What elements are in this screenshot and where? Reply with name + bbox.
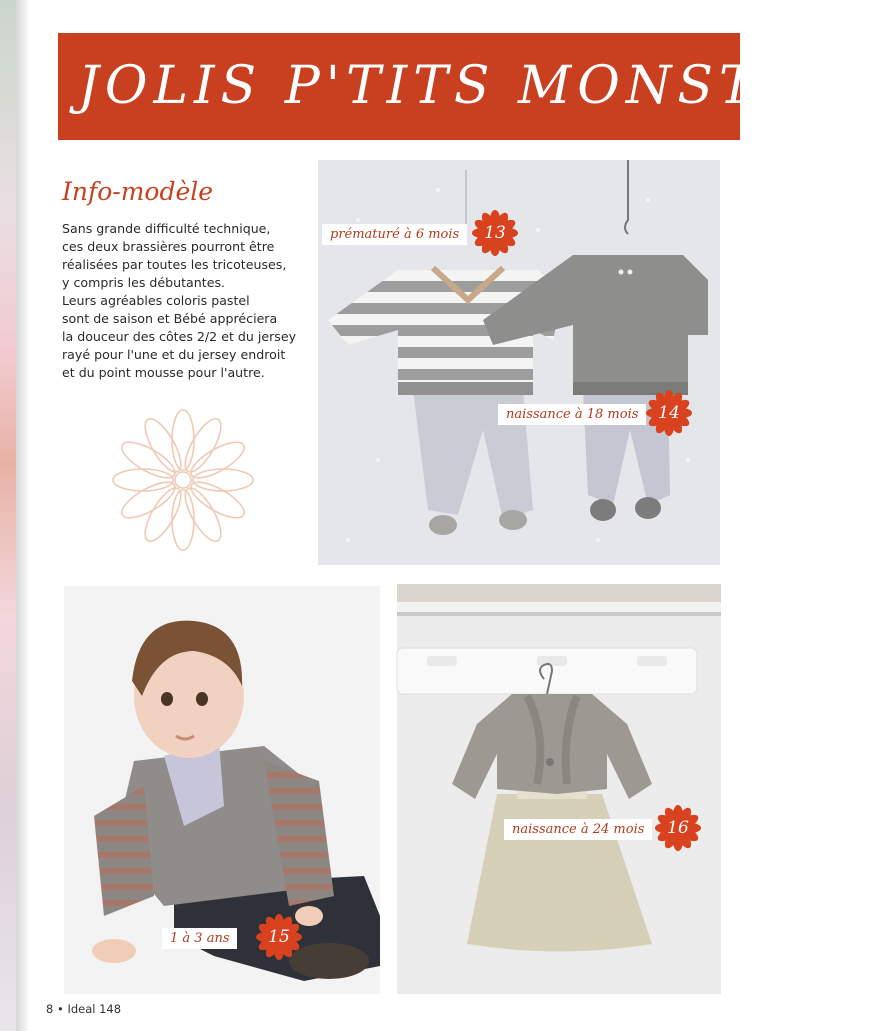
info-body — [62, 220, 312, 382]
size-label-14: naissance à 18 mois — [498, 404, 646, 425]
page-title: JOLIS P'TITS MONSTRES — [78, 56, 890, 116]
info-line: réalisées par toutes les tricoteuses, — [62, 257, 287, 272]
photo-two-sweaters — [318, 160, 720, 565]
model-number-15: 15 — [268, 927, 290, 947]
info-line: sont de saison et Bébé appréciera — [62, 311, 278, 326]
magazine-name: Ideal 148 — [67, 1002, 122, 1016]
info-line: la douceur des côtes 2/2 et du jersey — [62, 329, 297, 344]
info-line: Leurs agréables coloris pastel — [62, 293, 250, 308]
size-label-16: naissance à 24 mois — [504, 819, 652, 840]
size-label-13: prématuré à 6 mois — [322, 224, 467, 245]
footer-separator: • — [56, 1002, 64, 1016]
page-edge-left — [0, 0, 16, 1031]
sweaters-illustration — [318, 160, 720, 565]
info-line: et du point mousse pour l'autre. — [62, 365, 265, 380]
size-label-15: 1 à 3 ans — [162, 928, 237, 949]
bolero-illustration — [397, 584, 721, 994]
info-line: y compris les débutantes. — [62, 275, 226, 290]
model-number-13: 13 — [484, 223, 506, 243]
model-number-14: 14 — [658, 403, 680, 423]
info-line: Sans grande difficulté technique, — [62, 221, 271, 236]
page-number: 8 — [46, 1002, 54, 1016]
flower-outline-icon — [108, 405, 258, 555]
photo-bolero-dress — [397, 584, 721, 994]
info-line: rayé pour l'une et du jersey endroit — [62, 347, 286, 362]
model-number-16: 16 — [667, 818, 689, 838]
page-footer — [46, 1002, 121, 1016]
info-heading: Info-modèle — [62, 177, 214, 206]
page-gutter — [16, 0, 30, 1031]
info-line: ces deux brassières pourront être — [62, 239, 275, 254]
